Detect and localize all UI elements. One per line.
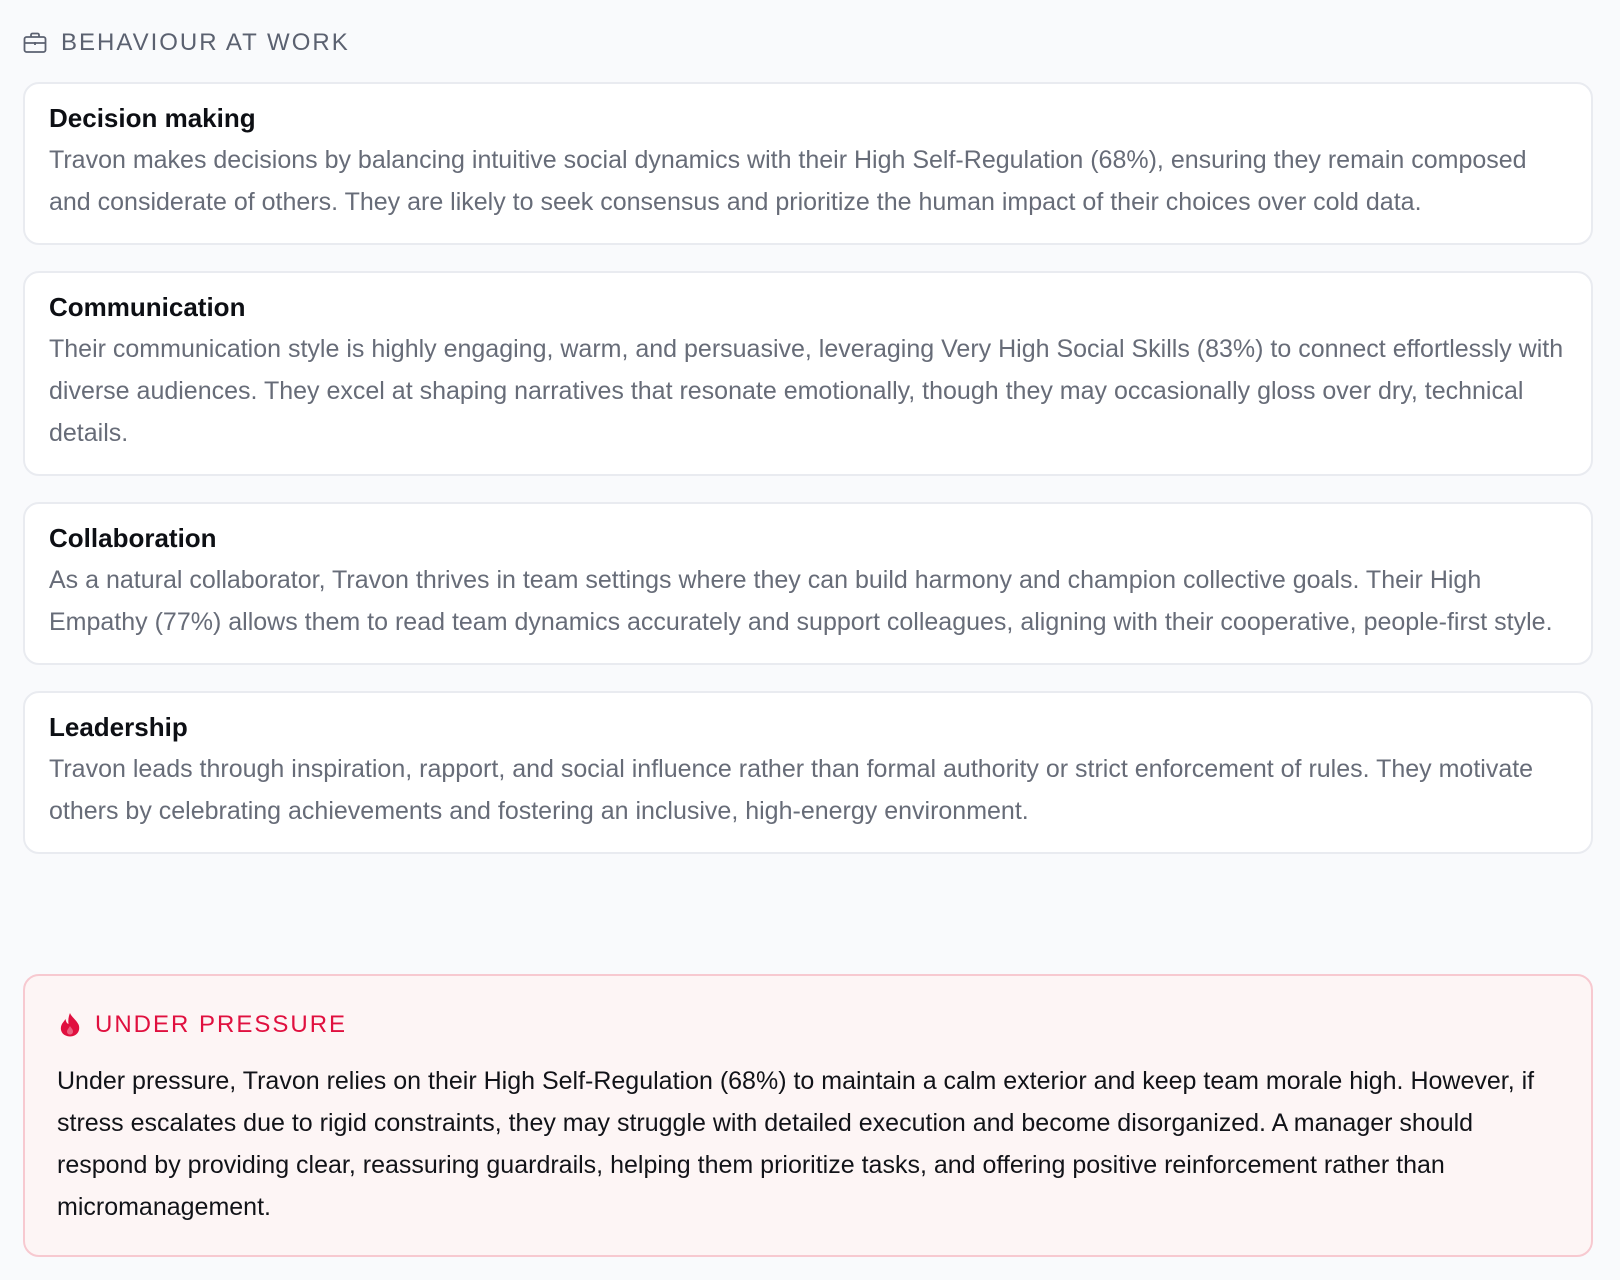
card-decision-making (23, 82, 1593, 245)
under-pressure-header (57, 1008, 1559, 1042)
card-body: Travon leads through inspiration, rapport, and social influence rather than formal authority or strict enforcement of rules. They motivate others by celebrating achievements and fostering an inclusive, high-energy environment. (49, 755, 1534, 825)
under-pressure-panel (23, 974, 1593, 1257)
behaviour-cards (23, 82, 1593, 880)
under-pressure-title: UNDER PRESSURE (95, 1011, 348, 1038)
under-pressure-body: Under pressure, Travon relies on their High Self-Regulation (68%) to maintain a calm exterior and keep team morale high. However, if stress escalates due to rigid constraints, they may struggle with detailed execution and become disorganized. A manager should respond by providing clear, reassuring guardrails, helping them prioritize tasks, and offering positive reinforcement rather than micromanagement. (57, 1067, 1535, 1221)
section-title: BEHAVIOUR AT WORK (61, 29, 350, 56)
card-title: Communication (49, 292, 246, 322)
card-title: Collaboration (49, 523, 217, 553)
flame-icon (57, 1012, 83, 1038)
card-body: As a natural collaborator, Travon thrives in team settings where they can build harmony and champion collective goals. Their High Empathy (77%) allows them to read team dynamics accurately and support colleagues, aligning with their cooperative, people-first style. (49, 566, 1553, 636)
card-title: Decision making (49, 103, 256, 133)
card-body: Their communication style is highly engaging, warm, and persuasive, leveraging Very High Social Skills (83%) to connect effortlessly with diverse audiences. They excel at shaping narratives that resonate emotionally, though they may occasionally gloss over dry, technical details. (49, 335, 1564, 447)
card-leadership (23, 691, 1593, 854)
card-collaboration (23, 502, 1593, 665)
card-title: Leadership (49, 712, 188, 742)
section-header (23, 26, 350, 60)
card-body: Travon makes decisions by balancing intuitive social dynamics with their High Self-Regulation (68%), ensuring they remain composed and considerate of others. They are likely to seek consensus and prioritize the human impact of their choices over cold data. (49, 146, 1527, 216)
briefcase-icon (23, 31, 47, 55)
card-communication (23, 271, 1593, 476)
